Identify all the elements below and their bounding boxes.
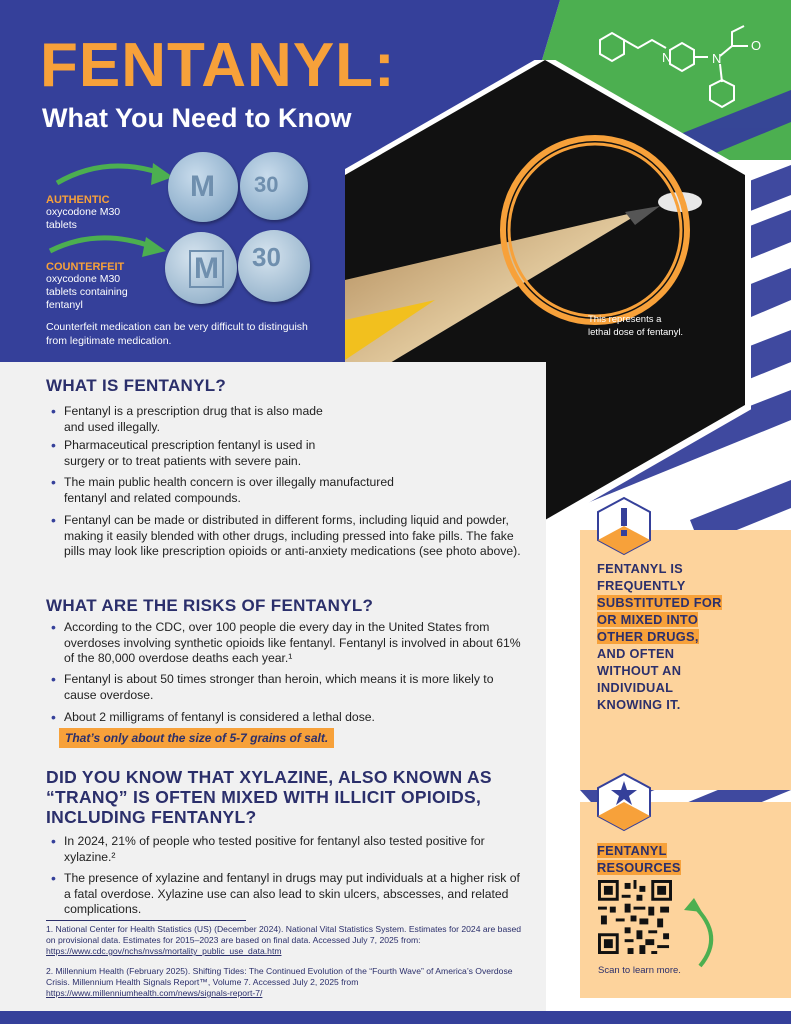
footnote-2-text: 2. Millennium Health (February 2025). Shifting Tides: The Continued Evolution of the “Fourth Wave” of America’s Overdose Crisis. Millennium Health Signals Report™, Volume 7. Accessed July 2, 2025 from xyxy=(46,966,513,987)
section-heading-risks: WHAT ARE THE RISKS OF FENTANYL? xyxy=(46,596,374,615)
arrow-authentic-icon xyxy=(55,155,175,195)
resources-title-1: FENTANYL xyxy=(597,843,667,858)
alert-line: WITHOUT AN xyxy=(597,663,682,678)
alert-text-block xyxy=(597,560,722,713)
section-heading-xylazine xyxy=(46,767,492,827)
qr-code[interactable] xyxy=(598,880,672,954)
footnote-divider xyxy=(46,920,246,921)
salt-callout: That’s only about the size of 5-7 grains of salt. xyxy=(59,728,334,748)
alert-line: OR MIXED INTO xyxy=(597,612,699,627)
footnote-1 xyxy=(46,924,531,957)
authentic-label: AUTHENTIC xyxy=(46,194,110,206)
bullet-item: • According to the CDC, over 100 people die every day in the United States from overdoses involving synthetic opioids like fentanyl. Fentanyl is involved in about 61% of the 80,000 overdose deaths each year.¹ xyxy=(64,620,524,667)
authentic-pill-back: 30 xyxy=(240,152,308,220)
authentic-desc-1: oxycodone M30 xyxy=(46,206,121,218)
authentic-label-block xyxy=(46,194,120,232)
footnote-1-link[interactable]: https://www.cdc.gov/nchs/nvss/mortality_public_use_data.htm xyxy=(46,946,282,956)
star-icon xyxy=(596,772,652,832)
xylazine-heading-line-2: “TRANQ” IS OFTEN MIXED WITH ILLICIT OPIOIDS, xyxy=(46,787,482,807)
counterfeit-label: COUNTERFEIT xyxy=(46,261,125,273)
photo-caption-2: lethal dose of fentanyl. xyxy=(588,327,684,338)
svg-text:O: O xyxy=(751,38,762,53)
alert-line: INDIVIDUAL xyxy=(597,680,674,695)
bullet-item: • Fentanyl can be made or distributed in different forms, including liquid and powder, making it easily blended with other drugs, including pressed into fake pills. The fake pills may look like prescription opioids or anti-anxiety medications (see photo above). xyxy=(64,513,524,560)
alert-icon xyxy=(596,496,652,556)
bullet-item: • Fentanyl is a prescription drug that is also made and used illegally. xyxy=(64,404,324,435)
alert-line: FREQUENTLY xyxy=(597,578,686,593)
footnote-2-link[interactable]: https://www.millenniumhealth.com/news/signals-report-7/ xyxy=(46,988,263,998)
page-title: FENTANYL: xyxy=(40,31,396,100)
bullet-item: • Pharmaceutical prescription fentanyl is used in surgery or to treat patients with severe pain. xyxy=(64,438,319,469)
bullet-item: • In 2024, 21% of people who tested positive for fentanyl also tested positive for xylazine.² xyxy=(64,834,504,865)
bullet-item: • The main public health concern is over illegally manufactured fentanyl and related compounds. xyxy=(64,475,424,506)
pill-caption: Counterfeit medication can be very difficult to distinguish from legitimate medication. xyxy=(46,321,308,347)
scan-text: Scan to learn more. xyxy=(598,965,681,976)
page-subtitle: What You Need to Know xyxy=(42,103,352,133)
alert-line: OTHER DRUGS, xyxy=(597,629,699,644)
alert-line: FENTANYL IS xyxy=(597,561,684,576)
counterfeit-desc-2: tablets containing xyxy=(46,286,128,298)
footnote-2 xyxy=(46,966,531,999)
section-heading-what-is: WHAT IS FENTANYL? xyxy=(46,376,227,395)
counterfeit-desc-3: fentanyl xyxy=(46,299,83,311)
alert-line: KNOWING IT. xyxy=(597,697,681,712)
curved-arrow-icon xyxy=(680,896,730,968)
counterfeit-label-block xyxy=(46,261,128,312)
authentic-desc-2: tablets xyxy=(46,219,77,231)
svg-text:N: N xyxy=(712,51,722,66)
xylazine-heading-line-3: INCLUDING FENTANYL? xyxy=(46,807,257,827)
alert-line: SUBSTITUTED FOR xyxy=(597,595,722,610)
bullet-item: • The presence of xylazine and fentanyl in drugs may put individuals at a higher risk of a fatal overdose. Xylazine use can also lead to skin ulcers, abscesses, and related complications. xyxy=(64,871,529,918)
counterfeit-desc-1: oxycodone M30 xyxy=(46,273,121,285)
alert-line: AND OFTEN xyxy=(597,646,675,661)
counterfeit-pill-front: M xyxy=(165,232,237,304)
footnote-1-text: 1. National Center for Health Statistics (US) (December 2024). National Vital Statistics System. Estimates for 2024 are based on provisional data. Estimates for 2015–2023 are based on final data. Accessed July 7, 2025 from: xyxy=(46,924,522,945)
resources-title xyxy=(597,842,681,876)
counterfeit-pill-back: 30 xyxy=(238,230,310,302)
photo-caption-1: This represents a xyxy=(588,314,662,325)
resources-title-2: RESOURCES xyxy=(597,860,681,875)
xylazine-heading-line-1: DID YOU KNOW THAT XYLAZINE, ALSO KNOWN AS xyxy=(46,767,492,787)
bullet-item: • About 2 milligrams of fentanyl is considered a lethal dose. xyxy=(64,710,524,726)
svg-text:N: N xyxy=(662,50,672,65)
bottom-bar xyxy=(0,1011,791,1024)
photo-caption xyxy=(588,313,683,339)
authentic-pill-front: M xyxy=(168,152,238,222)
bullet-item: • Fentanyl is about 50 times stronger than heroin, which means it is more likely to cause overdose. xyxy=(64,672,524,703)
